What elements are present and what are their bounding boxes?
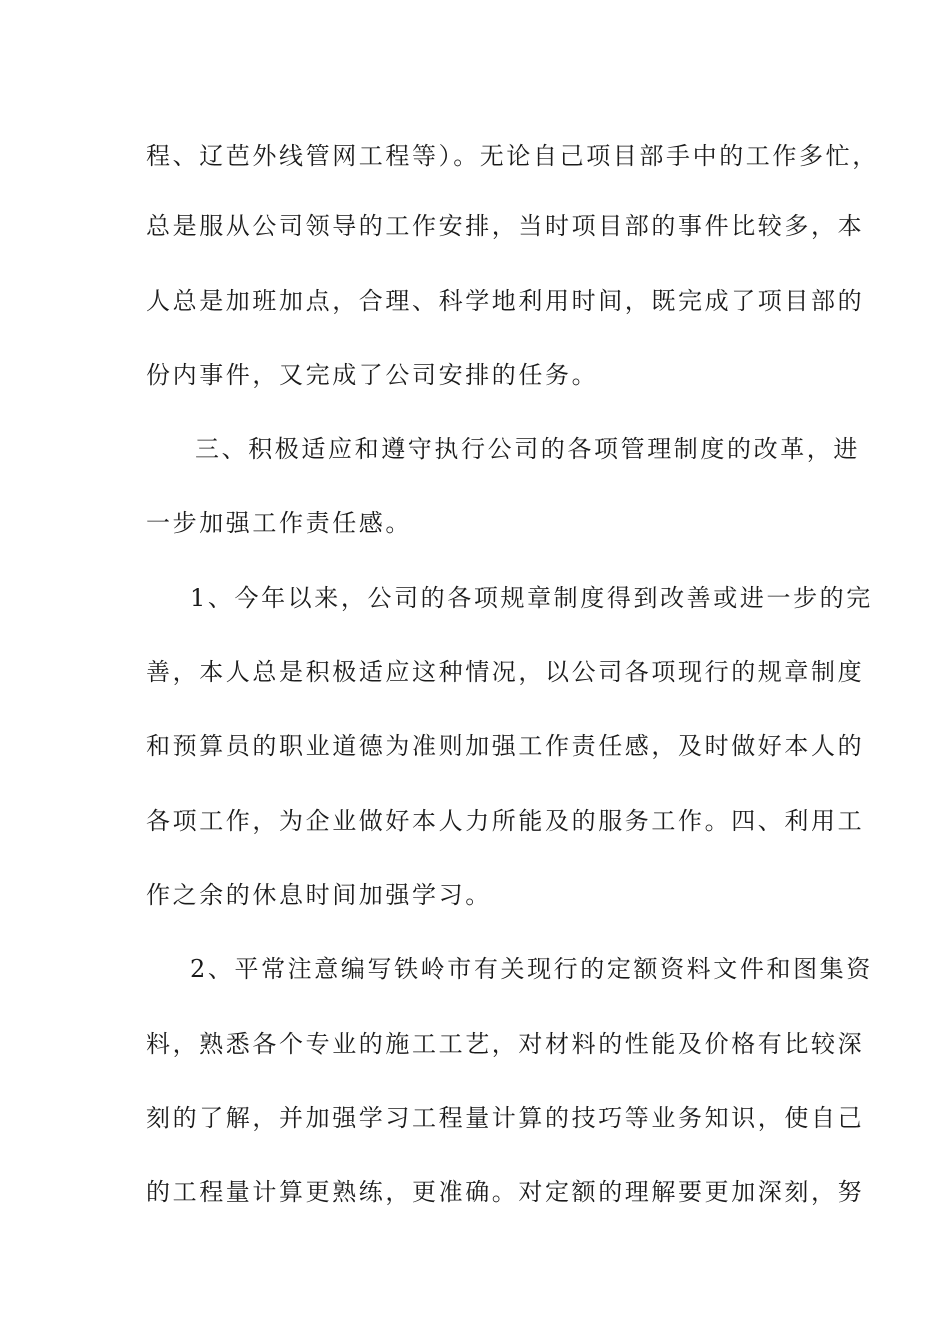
text-line: 和预算员的职业道德为准则加强工作责任感，及时做好本人的 (146, 732, 865, 760)
text-line: 料，熟悉各个专业的施工工艺，对材料的性能及价格有比较深 (146, 1030, 865, 1058)
text-line: 作之余的休息时间加强学习。 (146, 881, 492, 909)
text-line: 善，本人总是积极适应这种情况，以公司各项现行的规章制度 (146, 658, 865, 686)
section-heading-line: 三、积极适应和遵守执行公司的各项管理制度的改革，进 (195, 435, 860, 463)
section-heading-line: 一步加强工作责任感。 (146, 509, 412, 537)
text-line: 1、今年以来，公司的各项规章制度得到改善或进一步的完 (190, 584, 873, 612)
text-line: 人总是加班加点，合理、科学地利用时间，既完成了项目部的 (146, 287, 865, 315)
text-line: 2、平常注意编写铁岭市有关现行的定额资料文件和图集资 (190, 955, 873, 983)
text-line: 的工程量计算更熟练，更准确。对定额的理解要更加深刻，努 (146, 1178, 865, 1206)
text-line: 各项工作，为企业做好本人力所能及的服务工作。四、利用工 (146, 807, 865, 835)
text-line: 总是服从公司领导的工作安排，当时项目部的事件比较多，本 (146, 212, 865, 240)
text-line: 刻的了解，并加强学习工程量计算的技巧等业务知识，使自己 (146, 1104, 865, 1132)
text-line: 份内事件，又完成了公司安排的任务。 (146, 361, 599, 389)
text-line: 程、辽芭外线管网工程等）。无论自己项目部手中的工作多忙， (146, 142, 879, 170)
